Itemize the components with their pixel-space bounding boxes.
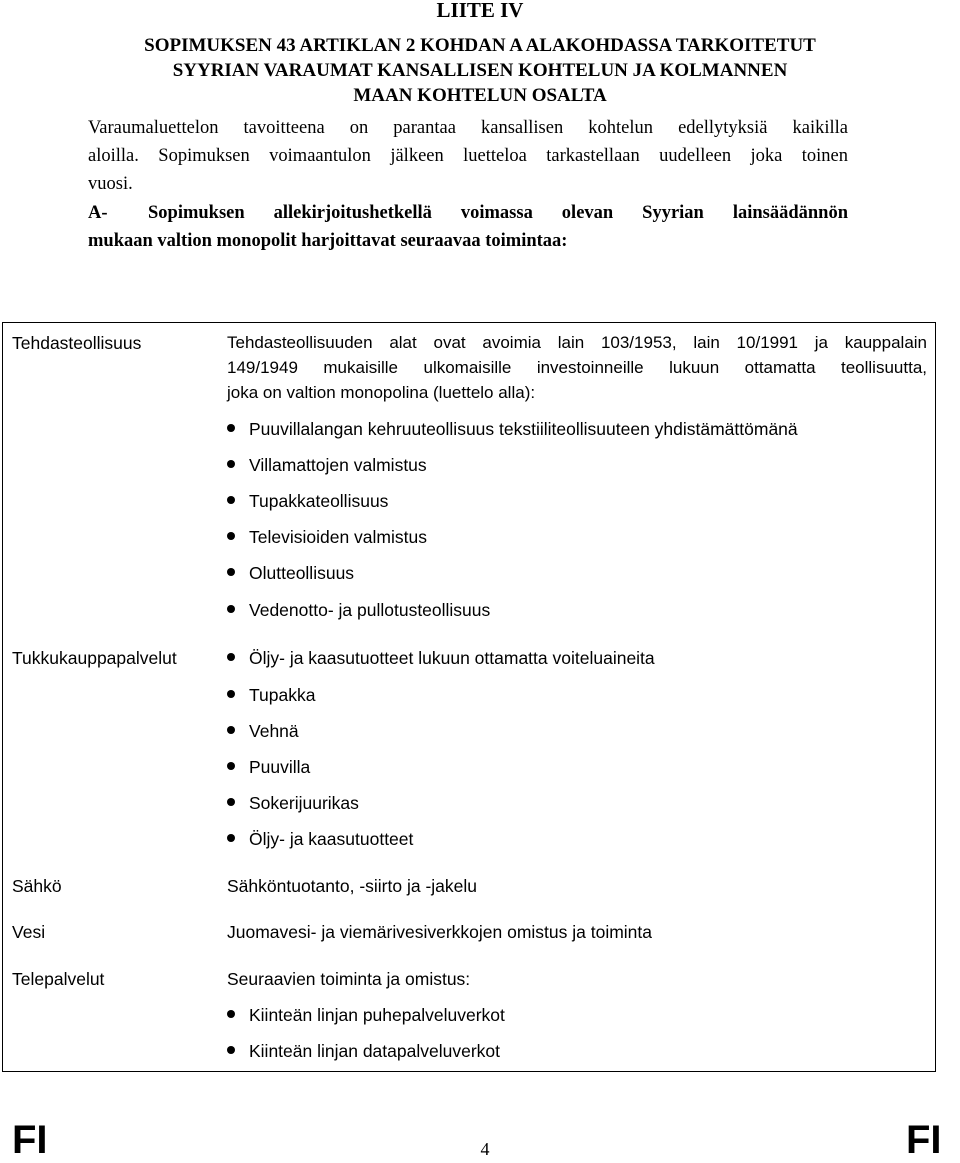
bullet-icon xyxy=(227,690,235,698)
heading-line-2: SYYRIAN VARAUMAT KANSALLISEN KOHTELUN JA KOLMANNEN xyxy=(172,60,788,81)
row-label-manufacturing: Tehdasteollisuus xyxy=(12,333,142,353)
intro-paragraph xyxy=(88,114,848,198)
list-item: Kiinteän linjan datapalveluverkot xyxy=(227,1040,500,1062)
section-a-line-2: mukaan valtion monopolit harjoittavat seuraavaa toimintaa: xyxy=(88,231,568,251)
section-a-line-1: Sopimuksen allekirjoitushetkellä voimassa olevan Syyrian lainsäädännön xyxy=(148,203,848,223)
section-a-label: A- xyxy=(88,203,108,223)
list-item: Olutteollisuus xyxy=(227,562,354,584)
manufacturing-desc-line-3: joka on valtion monopolina (luettelo alla): xyxy=(227,383,536,402)
bullet-icon xyxy=(227,568,235,576)
section-a xyxy=(88,199,848,255)
list-item: Tupakka xyxy=(227,684,315,706)
bullet-icon xyxy=(227,1010,235,1018)
annex-title: LIITE IV xyxy=(436,0,524,22)
list-item: Öljy- ja kaasutuotteet xyxy=(227,828,413,850)
bullet-icon xyxy=(227,834,235,842)
list-item: Tupakkateollisuus xyxy=(227,490,388,512)
page-number: 4 xyxy=(480,1139,490,1159)
list-item: Vedenotto- ja pullotusteollisuus xyxy=(227,599,490,621)
list-item: Puuvillalangan kehruuteollisuus tekstiiliteollisuuteen yhdistämättömänä xyxy=(227,418,798,440)
heading-line-3: MAAN KOHTELUN OSALTA xyxy=(353,85,607,106)
bullet-icon xyxy=(227,496,235,504)
intro-line-2: aloilla. Sopimuksen voimaantulon jälkeen luetteloa tarkastellaan uudelleen joka toinen xyxy=(88,146,848,166)
heading-line-1: SOPIMUKSEN 43 ARTIKLAN 2 KOHDAN A ALAKOHDASSA TARKOITETUT xyxy=(144,35,816,56)
electricity-text: Sähköntuotanto, -siirto ja -jakelu xyxy=(227,876,477,896)
list-item: Öljy- ja kaasutuotteet lukuun ottamatta voiteluaineita xyxy=(227,647,655,669)
list-item: Televisioiden valmistus xyxy=(227,526,427,548)
list-item: Villamattojen valmistus xyxy=(227,454,427,476)
row-label-wholesale: Tukkukauppapalvelut xyxy=(12,648,177,668)
intro-line-3: vuosi. xyxy=(88,174,133,194)
bullet-icon xyxy=(227,424,235,432)
row-label-telecom: Telepalvelut xyxy=(12,969,105,989)
footer-language-code-left: FI xyxy=(12,1118,48,1162)
manufacturing-desc-line-1: Tehdasteollisuuden alat ovat avoimia lain 103/1953, lain 10/1991 ja kauppalain xyxy=(227,333,927,352)
bullet-icon xyxy=(227,798,235,806)
row-label-water: Vesi xyxy=(12,922,46,942)
bullet-icon xyxy=(227,532,235,540)
bullet-icon xyxy=(227,1046,235,1054)
bullet-icon xyxy=(227,726,235,734)
bullet-icon xyxy=(227,460,235,468)
telecom-text: Seuraavien toiminta ja omistus: xyxy=(227,969,471,989)
list-item: Puuvilla xyxy=(227,756,310,778)
list-item: Sokerijuurikas xyxy=(227,792,359,814)
bullet-icon xyxy=(227,762,235,770)
footer-language-code-right: FI xyxy=(906,1118,942,1162)
list-item: Kiinteän linjan puhepalveluverkot xyxy=(227,1004,505,1026)
bullet-icon xyxy=(227,605,235,613)
water-text: Juomavesi- ja viemärivesiverkkojen omistus ja toiminta xyxy=(227,922,653,942)
bullet-icon xyxy=(227,653,235,661)
intro-line-1: Varaumaluettelon tavoitteena on parantaa kansallisen kohtelun edellytyksiä kaikilla xyxy=(88,118,848,138)
manufacturing-desc-line-2: 149/1949 mukaisille ulkomaisille investoinneille lukuun ottamatta teollisuutta, xyxy=(227,358,927,377)
row-label-electricity: Sähkö xyxy=(12,876,62,896)
list-item: Vehnä xyxy=(227,720,299,742)
